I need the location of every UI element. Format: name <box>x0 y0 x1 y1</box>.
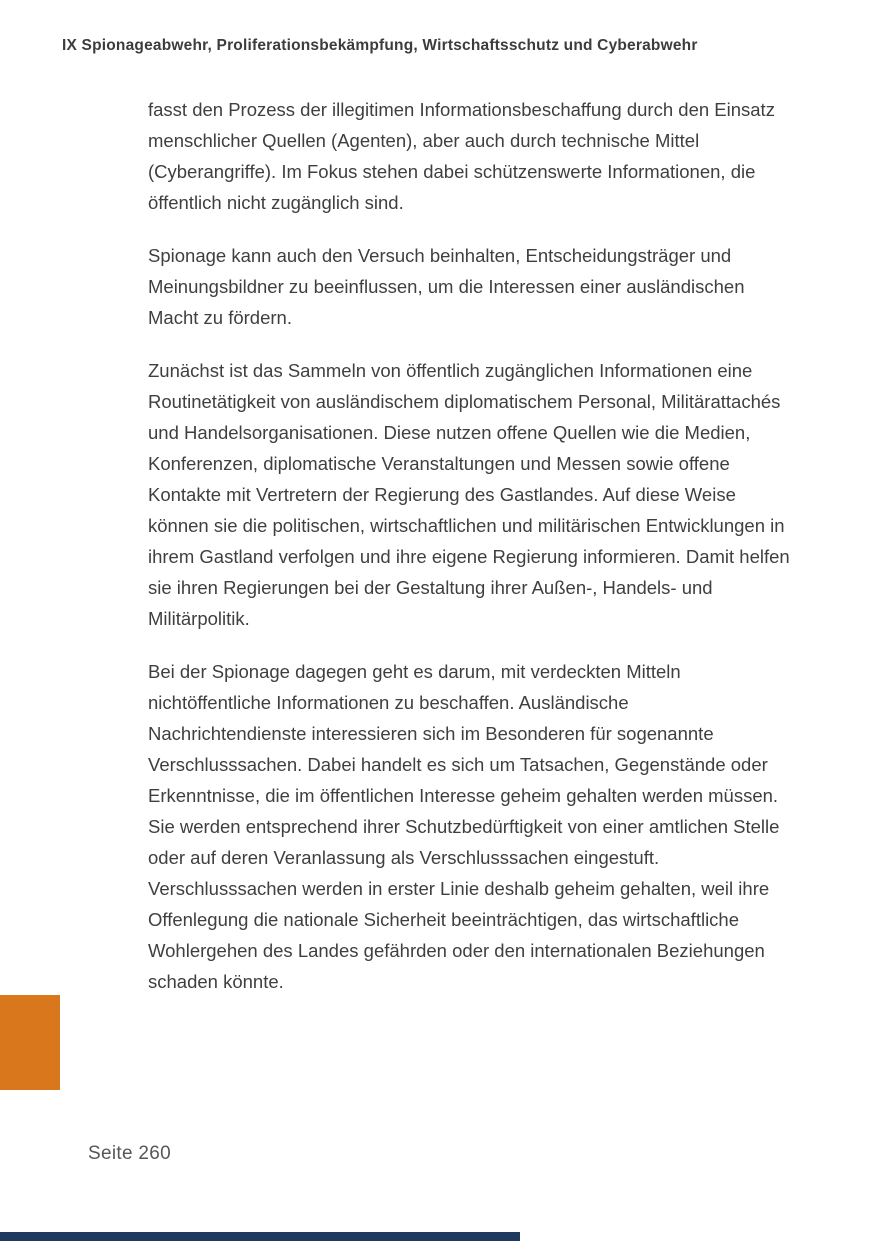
body-text-block <box>148 94 790 1019</box>
orange-margin-accent-block <box>0 995 60 1090</box>
paragraph: fasst den Prozess der illegitimen Informationsbeschaffung durch den Einsatz menschlicher Quellen (Agenten), aber auch durch technische Mittel (Cyberangriffe). Im Fokus stehen dabei schützenswerte Informationen, die öffentlich nicht zugänglich sind. <box>148 99 775 213</box>
bottom-blue-bar <box>0 1232 520 1241</box>
chapter-running-header: IX Spionageabwehr, Proliferationsbekämpfung, Wirtschaftsschutz und Cyberabwehr <box>62 37 698 54</box>
paragraph: Spionage kann auch den Versuch beinhalten, Entscheidungsträger und Meinungsbildner zu beeinflussen, um die Interessen einer ausländischen Macht zu fördern. <box>148 245 745 328</box>
page-number-label: Seite 260 <box>88 1143 171 1164</box>
paragraph: Zunächst ist das Sammeln von öffentlich zugänglichen Informationen eine Routinetätigkeit von ausländischem diplomatischem Personal, Militärattachés und Handelsorganisationen. Diese nutzen offene Quellen wie die Medien, Konferenzen, diplomatische Veranstaltungen und Messen sowie offene Kontakte mit Vertretern der Regierung des Gastlandes. Auf diese Weise können sie die politischen, wirtschaftlichen und militärischen Entwicklungen in ihrem Gastland verfolgen und ihre eigene Regierung informieren. Damit helfen sie ihren Regierungen bei der Gestaltung ihrer Außen-, Handels- und Militärpolitik. <box>148 360 790 629</box>
paragraph: Bei der Spionage dagegen geht es darum, mit verdeckten Mitteln nichtöffentliche Informationen zu beschaffen. Ausländische Nachrichtendienste interessieren sich im Besonderen für sogenannte Verschlusssachen. Dabei handelt es sich um Tatsachen, Gegenstände oder Erkenntnisse, die im öffentlichen Interesse geheim gehalten werden müssen. Sie werden entsprechend ihrer Schutzbedürftigkeit von einer amtlichen Stelle oder auf deren Veranlassung als Verschlusssachen eingestuft. Verschlusssachen werden in erster Linie deshalb geheim gehalten, weil ihre Offenlegung die nationale Sicherheit beeinträchtigen, das wirtschaftliche Wohlergehen des Landes gefährden oder den internationalen Beziehungen schaden könnte. <box>148 661 780 992</box>
